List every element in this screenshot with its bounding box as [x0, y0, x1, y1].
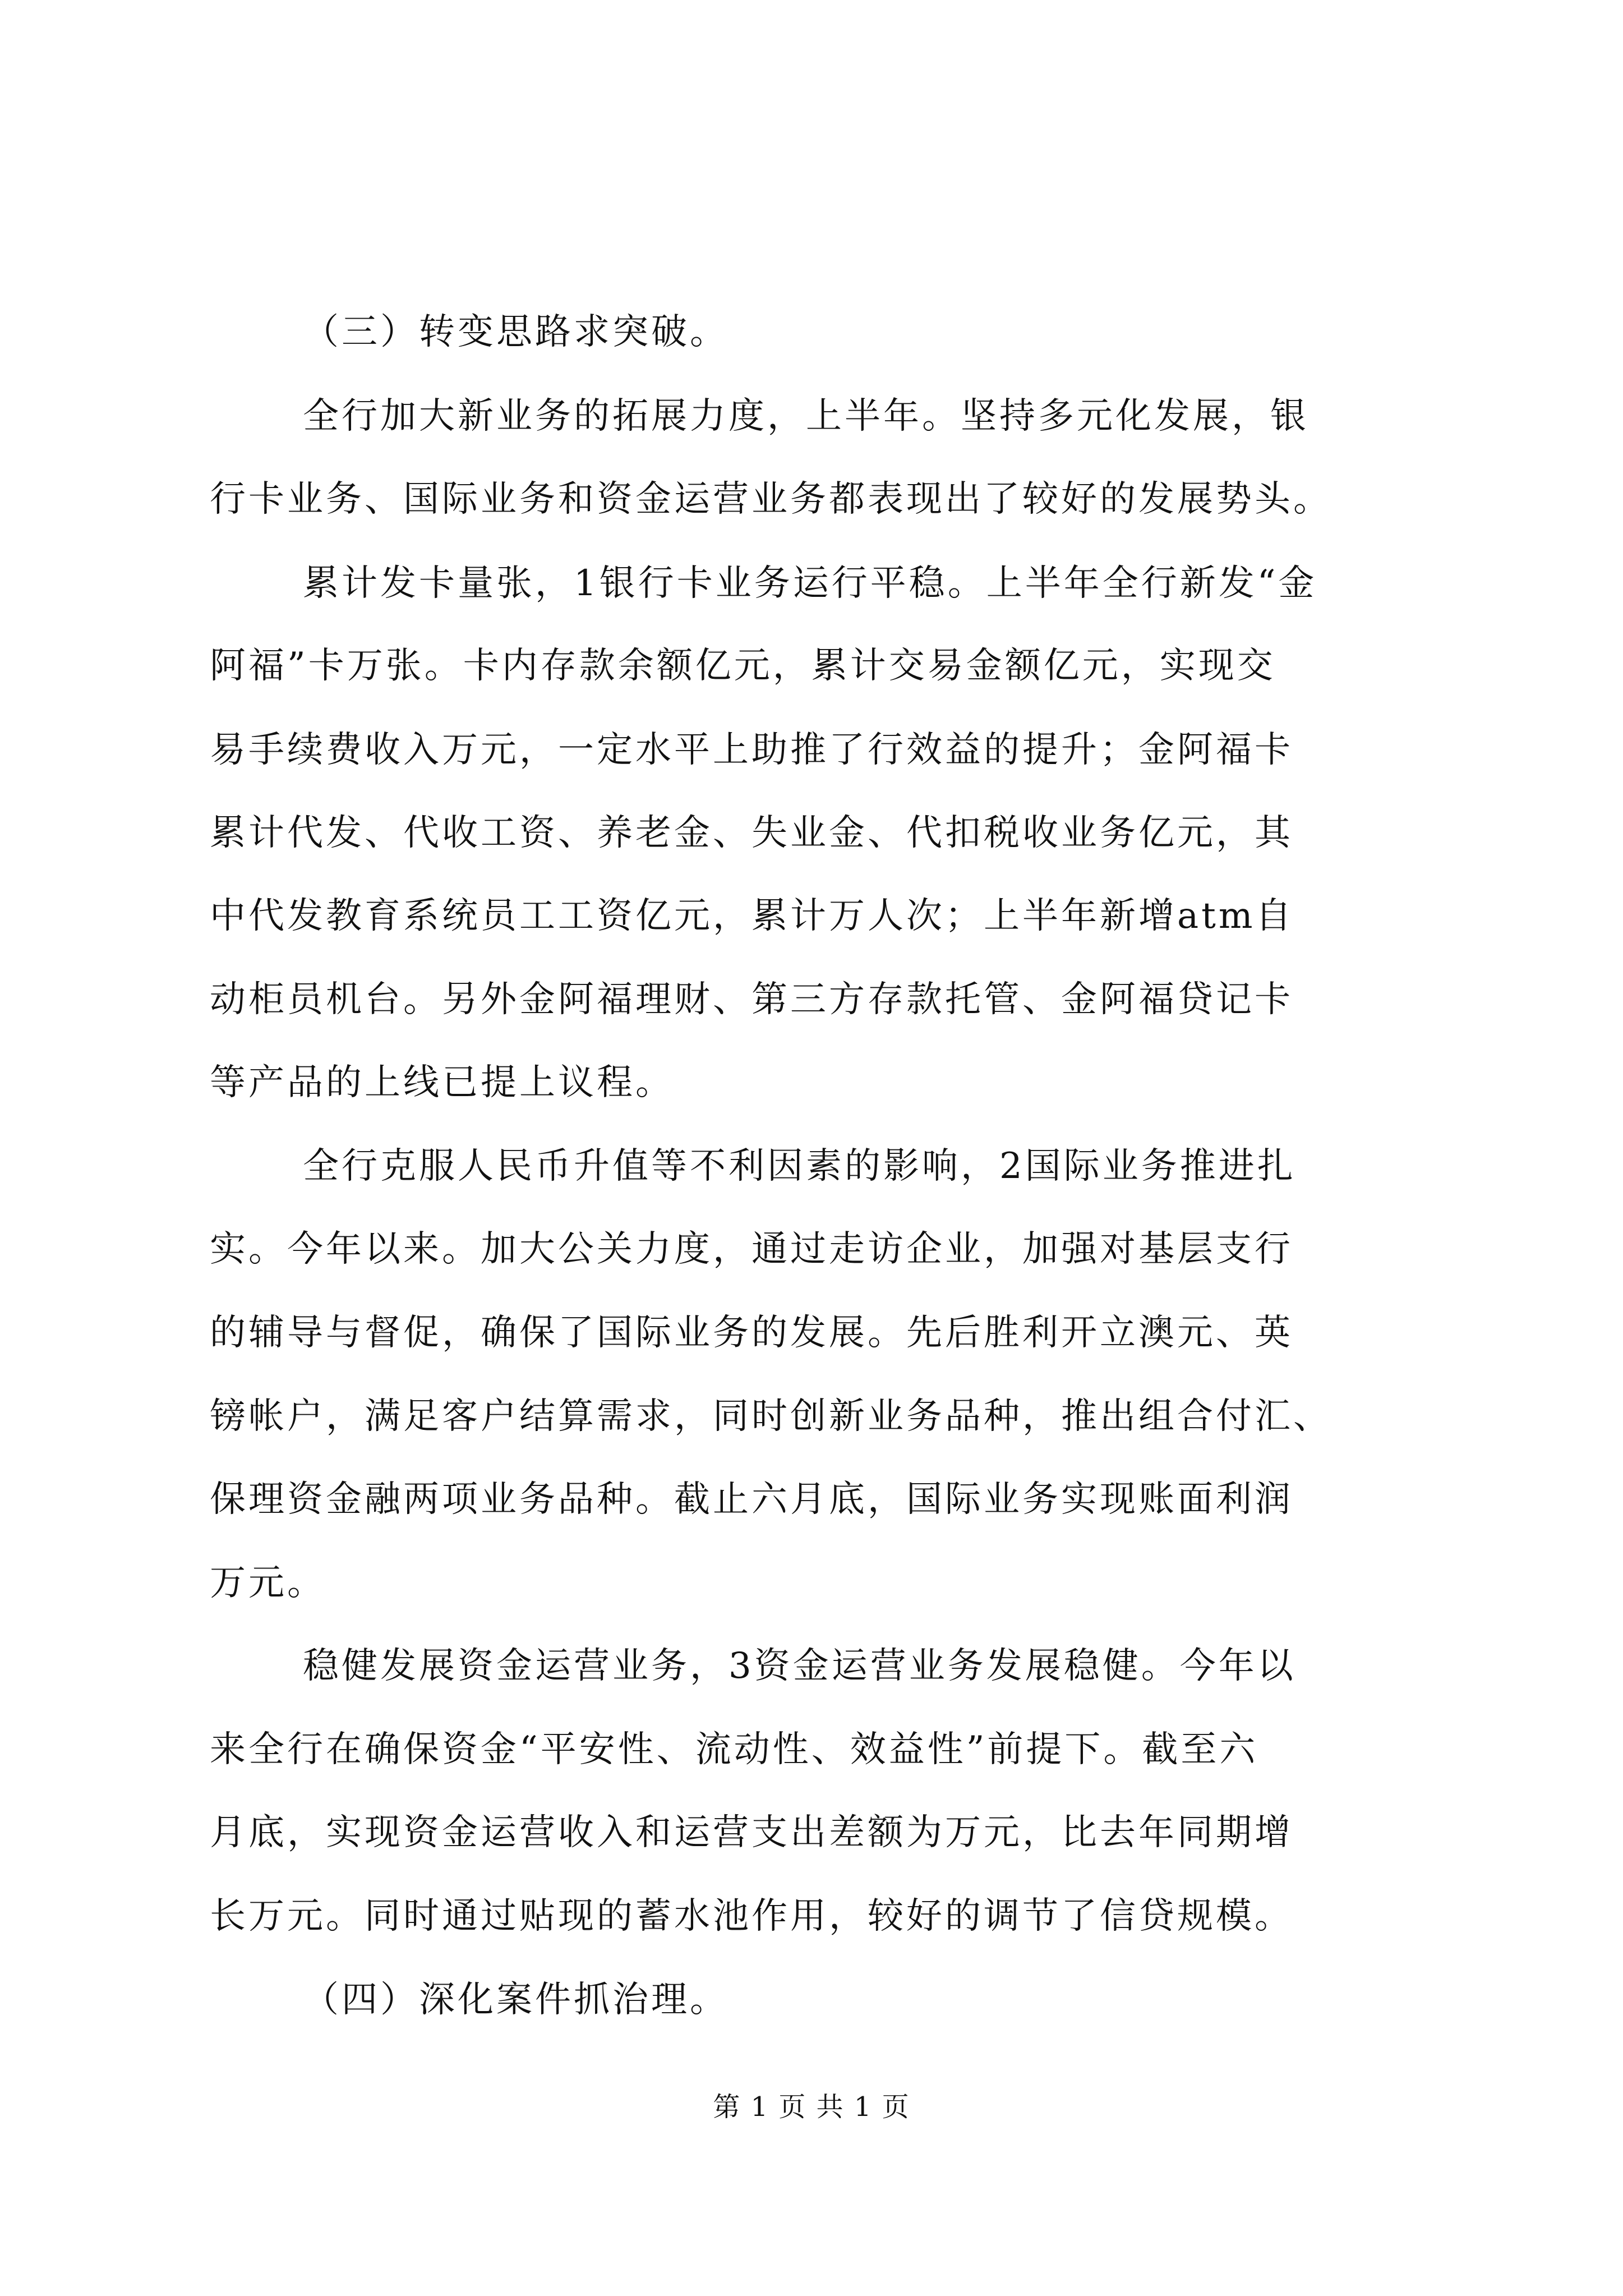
- paragraph-line: 等产品的上线已提上议程。: [210, 1062, 674, 1103]
- paragraph-line: 长万元。同时通过贴现的蓄水池作用，较好的调节了信贷规模。: [210, 1895, 1293, 1937]
- paragraph-line: 易手续费收入万元，一定水平上助推了行效益的提升；金阿福卡: [210, 729, 1293, 771]
- paragraph-line: 阿福”卡万张。卡内存款余额亿元，累计交易金额亿元，实现交: [210, 645, 1276, 687]
- paragraph-line: 月底，实现资金运营收入和运营支出差额为万元，比去年同期增: [210, 1812, 1293, 1853]
- paragraph-line: 行卡业务、国际业务和资金运营业务都表现出了较好的发展势头。: [210, 478, 1332, 520]
- paragraph-line: 来全行在确保资金“平安性、流动性、效益性”前提下。截至六: [210, 1729, 1258, 1770]
- paragraph-line: 稳健发展资金运营业务，3资金运营业务发展稳健。今年以: [303, 1645, 1296, 1687]
- section-heading-3: （三）转变思路求突破。: [303, 311, 728, 353]
- paragraph-line: 万元。: [210, 1562, 326, 1604]
- paragraph-line: 动柜员机台。另外金阿福理财、第三方存款托管、金阿福贷记卡: [210, 979, 1293, 1020]
- paragraph-line: 实。今年以来。加大公关力度，通过走访企业，加强对基层支行: [210, 1228, 1293, 1270]
- paragraph-line: 全行克服人民币升值等不利因素的影响，2国际业务推进扎: [303, 1145, 1296, 1187]
- paragraph-line: 镑帐户，满足客户结算需求，同时创新业务品种，推出组合付汇、: [210, 1396, 1332, 1437]
- paragraph-line: 的辅导与督促，确保了国际业务的发展。先后胜利开立澳元、英: [210, 1312, 1293, 1354]
- paragraph-line: 保理资金融两项业务品种。截止六月底，国际业务实现账面利润: [210, 1479, 1293, 1520]
- paragraph-line: 累计代发、代收工资、养老金、失业金、代扣税收业务亿元，其: [210, 812, 1293, 854]
- page-number-footer: 第 1 页 共 1 页: [713, 2091, 910, 2123]
- section-heading-4: （四）深化案件抓治理。: [303, 1979, 728, 2021]
- paragraph-line: 中代发教育系统员工工资亿元，累计万人次；上半年新增atm自: [210, 895, 1294, 937]
- paragraph-line: 全行加大新业务的拓展力度，上半年。坚持多元化发展，银: [303, 395, 1309, 437]
- paragraph-line: 累计发卡量张，1银行卡业务运行平稳。上半年全行新发“金: [303, 563, 1317, 604]
